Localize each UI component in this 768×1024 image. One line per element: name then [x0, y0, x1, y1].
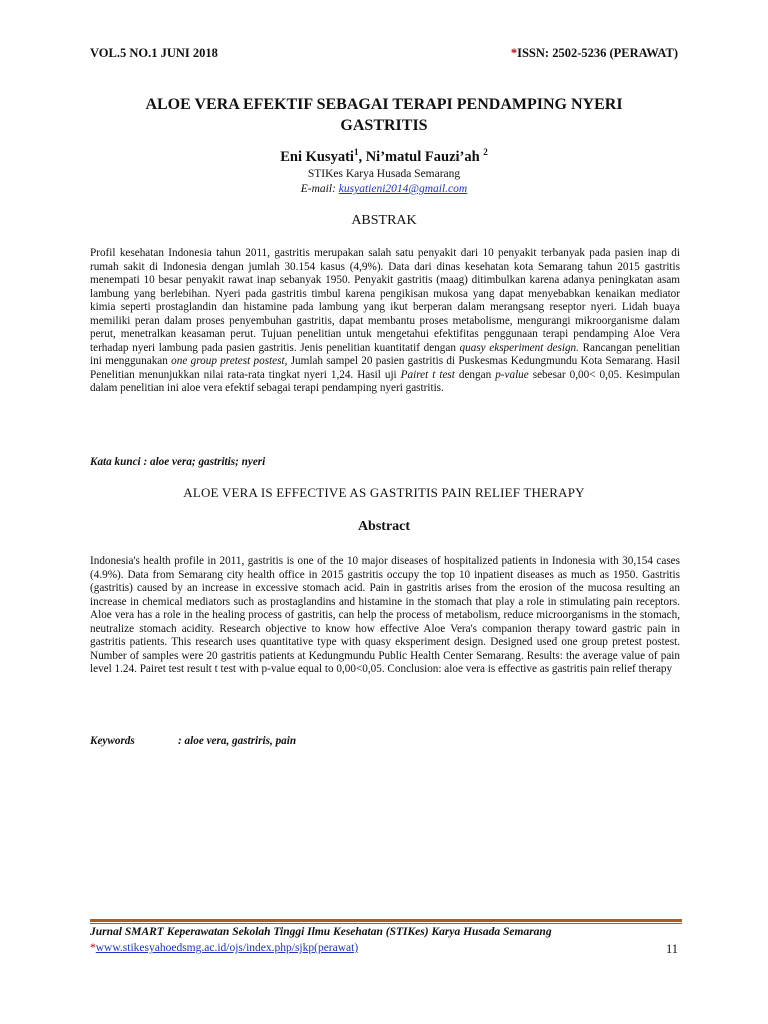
abstract-heading: Abstract — [357, 519, 411, 534]
email-link[interactable]: kusyatieni2014@gmail.com — [338, 183, 468, 195]
kata-kunci: Kata kunci : aloe vera; gastritis; nyeri — [90, 456, 266, 468]
journal-url-link[interactable]: www.stikesyahoedsmg.ac.id/ojs/index.php/sjkp(perawat) — [95, 942, 359, 954]
author-sep: , — [358, 148, 366, 165]
email-line — [0, 183, 768, 195]
abstrak-text-g: dengan — [454, 368, 496, 381]
english-title: ALOE VERA IS EFFECTIVE AS GASTRITIS PAIN RELIEF THERAPY — [183, 485, 585, 500]
article-title: ALOE VERA EFEKTIF SEBAGAI TERAPI PENDAMPING NYERI GASTRITIS — [145, 96, 623, 134]
abstrak-text-i: sebesar 0,00< 0,05. Kesimpulan dalam penelitian ini aloe vera efektif sebagai terapi pendamping nyeri gastritis. — [90, 368, 680, 394]
footer-rule-thin — [90, 923, 682, 924]
author-1: Eni Kusyati — [280, 148, 354, 165]
author-2: Ni’matul Fauzi’ah — [365, 148, 480, 165]
email-label: E-mail: — [300, 183, 339, 195]
footer-url-line — [90, 942, 358, 954]
issn-text: ISSN: 2502-5236 (PERAWAT) — [517, 46, 678, 60]
keywords-value: : aloe vera, gastriris, pain — [178, 735, 297, 747]
journal-name: Jurnal SMART Keperawatan Sekolah Tinggi Ilmu Kesehatan (STIKes) Karya Husada Semarang — [90, 926, 552, 938]
abstrak-paragraph — [90, 247, 680, 396]
abstract-paragraph: Indonesia's health profile in 2011, gastritis is one of the 10 major diseases of hospitalized patients in Indonesia with 30,154 cases (4.9%). Data from Semarang city health office in 2015 gastritis occupy the top 10 inpatient diseases as much as 1950. Gastritis (gastritis) caused by an increase in excessive stomach acid. Pain in gastritis arises from the erosion of the mucosa resulting an increase in chemical mediators such as prostaglandins and histamine in the stomach that play a role in stimulating pain receptors. Aloe vera has a role in the healing process of gastritis, can help the process of metabolism, reduce microorganisms in the stomach, neutralize stomach acidity. Research objective to know how effective Aloe Vera's companion therapy toward gastric pain in gastritis patients. This research uses quantitative type with quasy eksperiment design. Designed used one group pretest postest. Number of samples were 20 gastritis patients at Kedungmundu Public Health Center Semarang. Results: the average value of pain level 1.24. Pairet test result t test with p-value equal to 0,00<0,05. Conclusion: aloe vera is effective as gastritis pain relief therapy — [90, 555, 680, 675]
footer-rule-thick — [90, 919, 682, 922]
abstrak-text-d: one group pretest postest, — [171, 355, 288, 367]
keywords-label: Keywords — [90, 735, 135, 747]
url-star: * — [90, 942, 96, 954]
issn — [511, 46, 678, 61]
abstrak-heading: ABSTRAK — [351, 213, 417, 228]
abstrak-text-h: p-value — [495, 368, 529, 381]
abstrak-text-b: quasy eksperiment design. — [459, 341, 579, 354]
affiliation: STIKes Karya Husada Semarang — [307, 168, 461, 180]
authors — [0, 147, 768, 166]
keywords-line — [90, 735, 296, 747]
author-1-sup: 1 — [353, 147, 359, 157]
abstrak-text-f: Pairet t test — [400, 368, 455, 381]
abstrak-text-c: Rancangan penelitian ini menggunakan — [90, 341, 681, 367]
volume-issue: VOL.5 NO.1 JUNI 2018 — [90, 46, 218, 60]
page-number: 11 — [665, 942, 678, 956]
abstrak-text-a: Profil kesehatan Indonesia tahun 2011, gastritis merupakan salah satu penyakit dari 10 penyakit terbanyak pada pasien inap di rumah sakit di Indonesia dengan jumlah 30.154 kasus (4,9%). Data dari dinas kesehatan kota Semarang tahun 2015 gastritis menempati 10 besar penyakit rawat inap sebanyak 1950. Penyakit gastritis (maag) ditimbulkan karena adanya peningkatan asam lambung yang berlebihan. Nyeri pada gastritis timbul karena pengikisan mukosa yang dapat menyebabkan kenaikan mediator kimia seperti prostaglandin dan histamine pada lambung yang ikut berperan dalam merangsang reseptor nyeri. Lidah buaya memiliki peran dalam proses penyembuhan gastritis, dapat membantu proses metabolisme, mengurangi mikroorganisme dalam perut, menetralkan keasaman perut. Tujuan penelitian untuk mengetahui efektifitas penggunaan terapi pendamping Aloe Vera terhadap nyeri lambung pada pasien gastritis. Jenis penelitian kuantitatif dengan — [90, 247, 680, 354]
issn-star: * — [510, 46, 518, 60]
abstrak-text-e: Jumlah sampel 20 pasien gastritis di Puskesmas Kedungmundu Kota Semarang. Hasil Penelitian menunjukkan nilai rata-rata tingkat nyeri 1,24. Hasil uji — [90, 355, 680, 381]
author-2-sup: 2 — [483, 147, 488, 157]
